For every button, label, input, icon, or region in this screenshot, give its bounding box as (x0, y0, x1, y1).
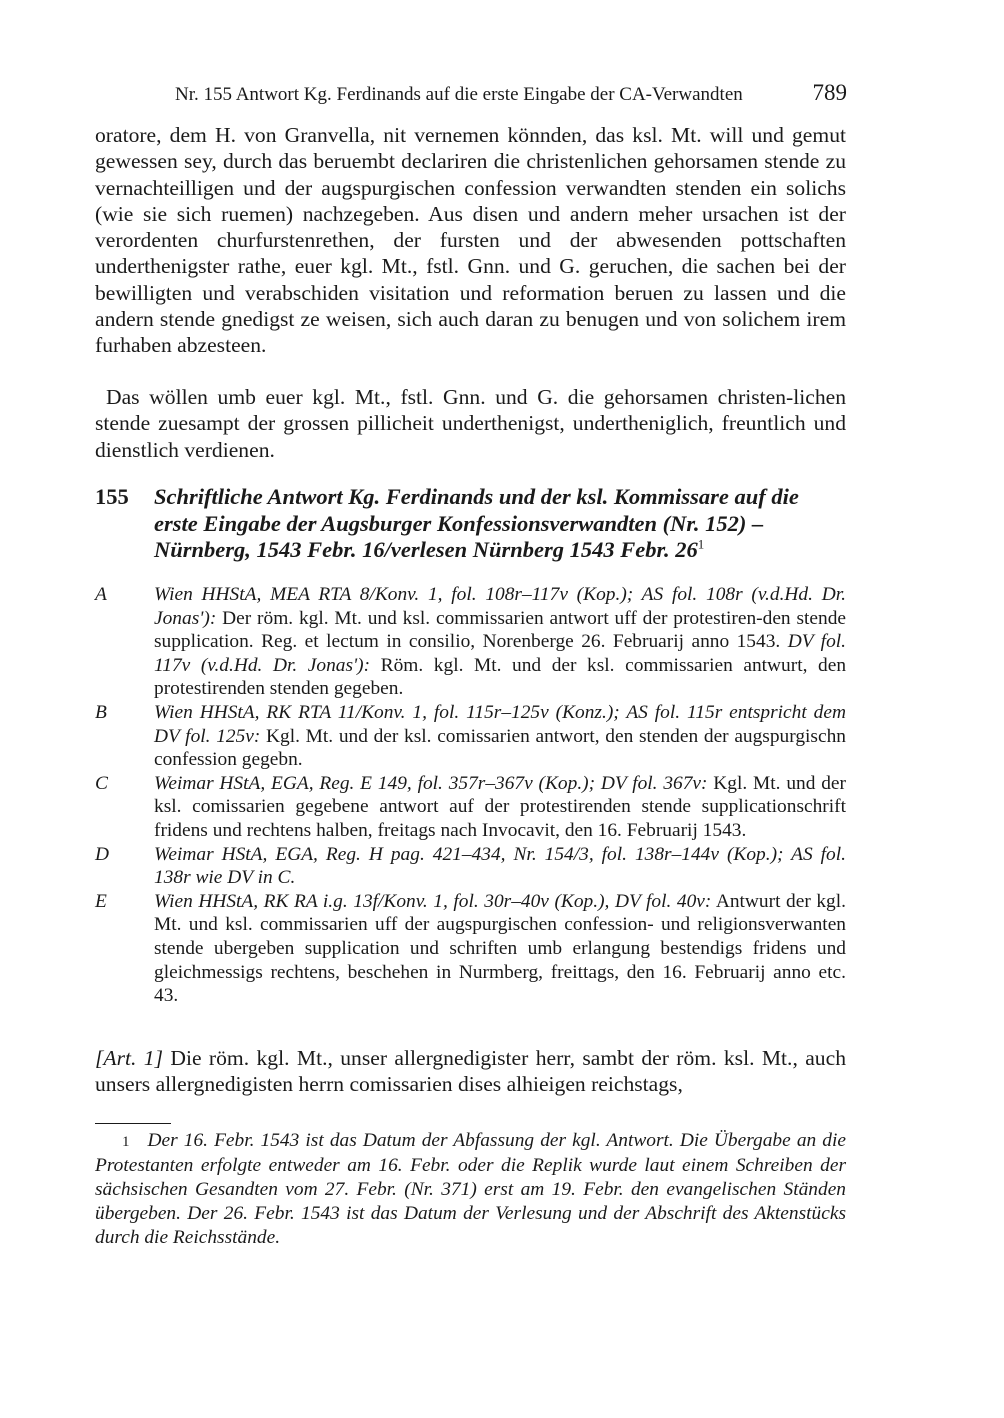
page-number: 789 (812, 80, 847, 105)
paragraph-text: oratore, dem H. von Granvella, nit vernemen könnden, das ksl. Mt. will und gemut gewessen sey, durch das beruembt declariren die christenlichen gehorsamen stende zu vernachteilligen und der augspurgischen confession verwandten stenden ein solichs (wie sie sich ruemen) nachzegeben. Aus disen und andern meher ursachen ist der verordenten churfurstenrethen, der fursten und der abwesenden pottschaften underthenigster rathe, euer kgl. Mt., fstl. Gnn. und G. geruchen, die sachen bei der bewilligten und verabschiden visitation und reformation beruen zu lassen und die andern stende gnedigst ze weisen, sich auch daran zu benugen und von solichem irem furhaben abzesteen. (95, 123, 846, 358)
source-letter: C (95, 772, 108, 794)
source-description-2: Röm. kgl. Mt. und der ksl. commissarien antwurt, den protestirenden stenden gegeben. (154, 654, 847, 700)
source-letter: B (95, 701, 107, 723)
footnote-divider (95, 1123, 171, 1124)
source-text (154, 583, 846, 701)
body-paragraph-1 (95, 122, 846, 359)
source-citation-2: DV fol. 117v (v.d.Hd. Dr. Jonas'): (154, 631, 846, 676)
footnote (95, 1129, 846, 1250)
running-head (175, 80, 847, 106)
source-entry-c (95, 772, 846, 843)
footnote-number: 1 (122, 1134, 130, 1150)
source-citation: Wien HHStA, RK RTA 11/Konv. 1, fol. 115r–125v (Konz.); AS fol. 115r entspricht dem DV fol. 125v: (154, 701, 846, 747)
source-citation: Wien HHStA, RK RA i.g. 13f/Konv. 1, fol. 30r–40v (Kop.), DV fol. 40v: (154, 890, 712, 912)
source-letter: A (95, 584, 107, 605)
source-description: Kgl. Mt. und der ksl. comissarien antwort, den stenden der augspurgischn confession gegebn. (154, 725, 846, 771)
source-text (154, 701, 846, 772)
footnote-text: Der 16. Febr. 1543 ist das Datum der Abfassung der kgl. Antwort. Die Übergabe an die Protestanten erfolgte entweder am 16. Febr. oder die Replik wurde laut einem Schreiben der sächsischen Gesandten vom 27. Febr. (Nr. 371) erst am 19. Febr. den evangelischen Ständen übergeben. Der 26. Febr. 1543 ist das Datum der Verlesung und der Abschrift des Aktenstücks durch die Reichsstände. (95, 1130, 846, 1248)
source-description: Antwurt der kgl. Mt. und ksl. commissarien uff der augspurgischen confession- und religionsverwanten stende ubergeben supplication und schriften umb erlangung bestendigs fridens und gleichmessigs rechtens, beschehen in Nurmberg, freittags, den 16. Februarij anno etc. 43. (154, 890, 846, 1007)
source-text (154, 843, 846, 890)
footnote-marker[interactable]: 1 (697, 536, 705, 552)
source-description: Der röm. kgl. Mt. und ksl. commissarien antwort uff der protestiren-den stende supplication. Reg. et lectum in consilio, Norenberge 26. Februarij anno 1543. (154, 607, 846, 653)
source-entry-e (95, 890, 846, 1008)
source-text (154, 890, 846, 1008)
source-entry-a (95, 583, 846, 701)
article-paragraph (95, 1045, 846, 1098)
article-text: Die röm. kgl. Mt., unser allergnedigister herr, sambt der röm. ksl. Mt., auch unsers allergnedigisten herrn comissarien dises alhieigen reichstags, (95, 1046, 846, 1097)
source-letter: D (95, 843, 110, 865)
document-title (154, 484, 846, 564)
source-citation: Weimar HStA, EGA, Reg. E 149, fol. 357r–367v (Kop.); DV fol. 367v: (154, 772, 708, 794)
document-number: 155 (95, 484, 129, 509)
source-description: Kgl. Mt. und der ksl. comissarien gegebene antwort auf der protestirenden stende supplicationschrift fridens und rechtens halben, freitags nach Invocavit, den 16. Februarij 1543. (154, 772, 846, 841)
source-entry-b (95, 701, 846, 772)
article-label: [Art. 1] (95, 1046, 163, 1070)
document-heading (95, 484, 846, 564)
source-citation: Weimar HStA, EGA, Reg. H pag. 421–434, Nr. 154/3, fol. 138r–144v (Kop.); AS fol. 138r wie DV in C. (154, 843, 846, 889)
paragraph-text: Das wöllen umb euer kgl. Mt., fstl. Gnn. und G. die gehorsamen christen-lichen stende zuesampt der grossen pillicheit underthenigst, undertheniglich, freuntlich und dienstlich verdienen. (95, 385, 846, 462)
source-letter: E (95, 890, 107, 912)
source-list (95, 583, 846, 1008)
body-paragraph-2 (95, 384, 846, 463)
source-citation: Wien HHStA, MEA RTA 8/Konv. 1, fol. 108r–117v (Kop.); AS fol. 108r (v.d.Hd. Dr. Jonas'): (154, 584, 846, 629)
source-text (154, 772, 846, 843)
document-title-text: Schriftliche Antwort Kg. Ferdinands und der ksl. Kommissare auf die erste Eingabe der Augsburger Konfessionsverwandten (Nr. 152) – Nürnberg, 1543 Febr. 16/verlesen Nürnberg 1543 Febr. 26 (154, 484, 799, 562)
source-entry-d (95, 843, 846, 890)
running-head-title: Nr. 155 Antwort Kg. Ferdinands auf die erste Eingabe der CA-Verwandten (175, 84, 743, 105)
